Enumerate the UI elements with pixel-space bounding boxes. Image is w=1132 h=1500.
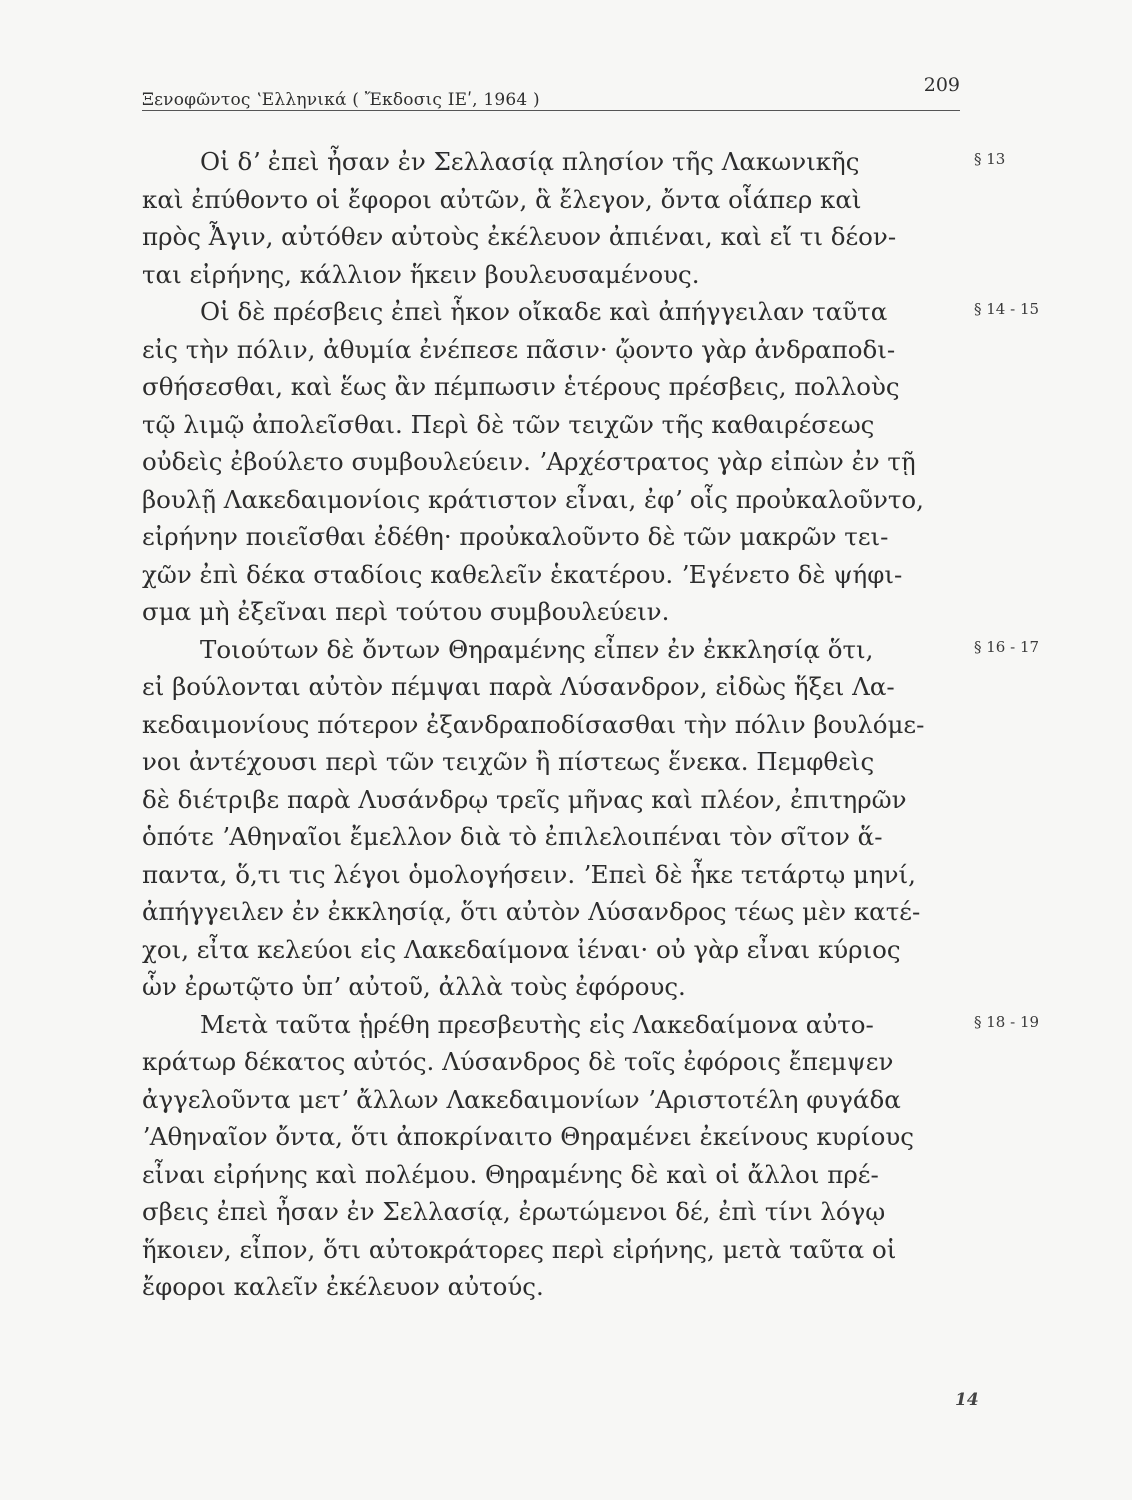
- line-text: ὁπότε ʼΑθηναῖοι ἔμελλον διὰ τὸ ἐπιλελοιπέναι τὸν σῖτον ἅ-: [142, 822, 883, 851]
- line-text: κράτωρ δέκατος αὐτός. Λύσανδρος δὲ τοῖς ἐφόροις ἔπεμψεν: [142, 1047, 894, 1076]
- line-text: εἰς τὴν πόλιν, ἀθυμία ἐνέπεσε πᾶσιν· ᾤοντο γὰρ ἀνδραποδι-: [142, 334, 896, 364]
- line-text: εἰ βούλονται αὐτὸν πέμψαι παρὰ Λύσανδρον, εἰδὼς ἥξει Λα-: [142, 672, 895, 701]
- line-text: εἶναι εἰρήνης καὶ πολέμου. Θηραμένης δὲ καὶ οἱ ἄλλοι πρέ-: [142, 1159, 879, 1189]
- section-reference: § 16 - 17: [974, 637, 1040, 656]
- line-text: χῶν ἐπὶ δέκα σταδίοις καθελεῖν ἑκατέρου. ʼΕγένετο δὲ ψήφι-: [142, 559, 903, 589]
- line-text: ἔφοροι καλεῖν ἐκέλευον αὐτούς.: [142, 1272, 544, 1301]
- text-line: [142, 856, 1042, 894]
- text-line: [142, 1231, 1042, 1269]
- header-title: Ξενοφῶντος ʽΕλληνικά ( Ἔκδοσις ΙΕʹ, 1964 ): [142, 90, 540, 110]
- text-line: [142, 518, 1042, 556]
- text-line: [142, 818, 1042, 856]
- text-line: [142, 968, 1042, 1006]
- text-line: [142, 406, 1042, 444]
- text-line: [142, 1193, 1042, 1231]
- text-line: [142, 368, 1042, 406]
- section-reference: § 14 - 15: [974, 300, 1040, 318]
- line-text: παντα, ὅ,τι τις λέγοι ὁμολογήσειν. ʼΕπεὶ δὲ ἧκε τετάρτῳ μηνί,: [142, 859, 916, 889]
- line-text: σμα μὴ ἐξεῖναι περὶ τούτου συμβουλεύειν.: [142, 597, 670, 626]
- text-line: [142, 931, 1042, 969]
- line-text: ται εἰρήνης, κάλλιον ἥκειν βουλευσαμένους.: [142, 259, 700, 289]
- line-text: ἀπήγγειλεν ἐν ἐκκλησίᾳ, ὅτι αὐτὸν Λύσανδρος τέως μὲν κατέ-: [142, 897, 921, 926]
- text-line: [142, 1268, 1042, 1306]
- line-text: χοι, εἶτα κελεύοι εἰς Λακεδαίμονα ἰέναι· οὐ γὰρ εἶναι κύριος: [142, 934, 901, 964]
- text-line: [142, 781, 1042, 819]
- line-text: δὲ διέτριβε παρὰ Λυσάνδρῳ τρεῖς μῆνας καὶ πλέον, ἐπιτηρῶν: [142, 784, 907, 814]
- text-line: [142, 631, 1042, 669]
- line-text: Οἱ δὲ πρέσβεις ἐπεὶ ἧκον οἴκαδε καὶ ἀπήγγειλαν ταῦτα: [200, 297, 888, 326]
- line-text: πρὸς Ἆγιν, αὐτόθεν αὐτοὺς ἐκέλευον ἀπιέναι, καὶ εἴ τι δέον-: [142, 222, 897, 251]
- line-text: εἰρήνην ποιεῖσθαι ἐδέθη· προὐκαλοῦντο δὲ τῶν μακρῶν τει-: [142, 522, 889, 551]
- text-line: [142, 1043, 1042, 1081]
- line-text: νοι ἀντέχουσι περὶ τῶν τειχῶν ἢ πίστεως ἕνεκα. Πεμφθεὶς: [142, 747, 875, 776]
- text-line: [142, 743, 1042, 781]
- text-line: [142, 443, 1042, 481]
- text-line: [142, 1081, 1042, 1119]
- header-rule: [142, 110, 960, 111]
- section-reference: § 13: [974, 150, 1006, 168]
- text-line: [142, 218, 1042, 256]
- line-text: ἥκοιεν, εἶπον, ὅτι αὐτοκράτορες περὶ εἰρήνης, μετὰ ταῦτα οἱ: [142, 1234, 897, 1264]
- text-line: [142, 256, 1042, 294]
- text-line: [142, 593, 1042, 631]
- text-line: [142, 1118, 1042, 1156]
- line-text: σθήσεσθαι, καὶ ἕως ἂν πέμπωσιν ἑτέρους πρέσβεις, πολλοὺς: [142, 372, 900, 401]
- line-text: τῷ λιμῷ ἀπολεῖσθαι. Περὶ δὲ τῶν τειχῶν τῆς καθαιρέσεως: [142, 409, 875, 439]
- text-line: [142, 1006, 1042, 1044]
- text-line: [142, 481, 1042, 519]
- text-line: [142, 893, 1042, 931]
- text-line: [142, 331, 1042, 369]
- text-line: [142, 181, 1042, 219]
- line-text: ἀγγελοῦντα μετʼ ἄλλων Λακεδαιμονίων ʼΑριστοτέλη φυγάδα: [142, 1084, 901, 1114]
- section-reference: § 18 - 19: [974, 1012, 1040, 1031]
- body-text: [142, 143, 1042, 1306]
- text-line: [142, 668, 1042, 706]
- page-number: 209: [923, 74, 960, 96]
- line-text: κεδαιμονίους πότερον ἐξανδραποδίσασθαι τὴν πόλιν βουλόμε-: [142, 709, 925, 739]
- text-line: [142, 706, 1042, 744]
- line-text: οὐδεὶς ἐβούλετο συμβουλεύειν. ʼΑρχέστρατος γὰρ εἰπὼν ἐν τῇ: [142, 447, 916, 476]
- text-line: [142, 556, 1042, 594]
- line-text: σβεις ἐπεὶ ἦσαν ἐν Σελλασίᾳ, ἐρωτώμενοι δέ, ἐπὶ τίνι λόγῳ: [142, 1197, 886, 1226]
- line-text: ʼΑθηναῖον ὄντα, ὅτι ἀποκρίναιτο Θηραμένει ἐκείνους κυρίους: [142, 1122, 914, 1151]
- line-text: Μετὰ ταῦτα ᾑρέθη πρεσβευτὴς εἰς Λακεδαίμονα αὐτο-: [200, 1009, 874, 1039]
- running-header: [142, 74, 960, 110]
- line-text: βουλῇ Λακεδαιμονίοις κράτιστον εἶναι, ἐφʼ οἷς προὐκαλοῦντο,: [142, 484, 924, 514]
- line-text: καὶ ἐπύθοντο οἱ ἔφοροι αὐτῶν, ἃ ἔλεγον, ὄντα οἷάπερ καὶ: [142, 184, 862, 214]
- text-line: [142, 293, 1042, 331]
- line-text: ὧν ἐρωτῷτο ὑπʼ αὐτοῦ, ἀλλὰ τοὺς ἐφόρους.: [142, 972, 686, 1001]
- text-line: [142, 1156, 1042, 1194]
- line-text: Τοιούτων δὲ ὄντων Θηραμένης εἶπεν ἐν ἐκκλησίᾳ ὅτι,: [200, 634, 874, 664]
- line-text: Οἱ δʼ ἐπεὶ ἦσαν ἐν Σελλασίᾳ πλησίον τῆς Λακωνικῆς: [200, 147, 860, 176]
- signature-mark: 14: [955, 1390, 979, 1410]
- text-line: [142, 143, 1042, 181]
